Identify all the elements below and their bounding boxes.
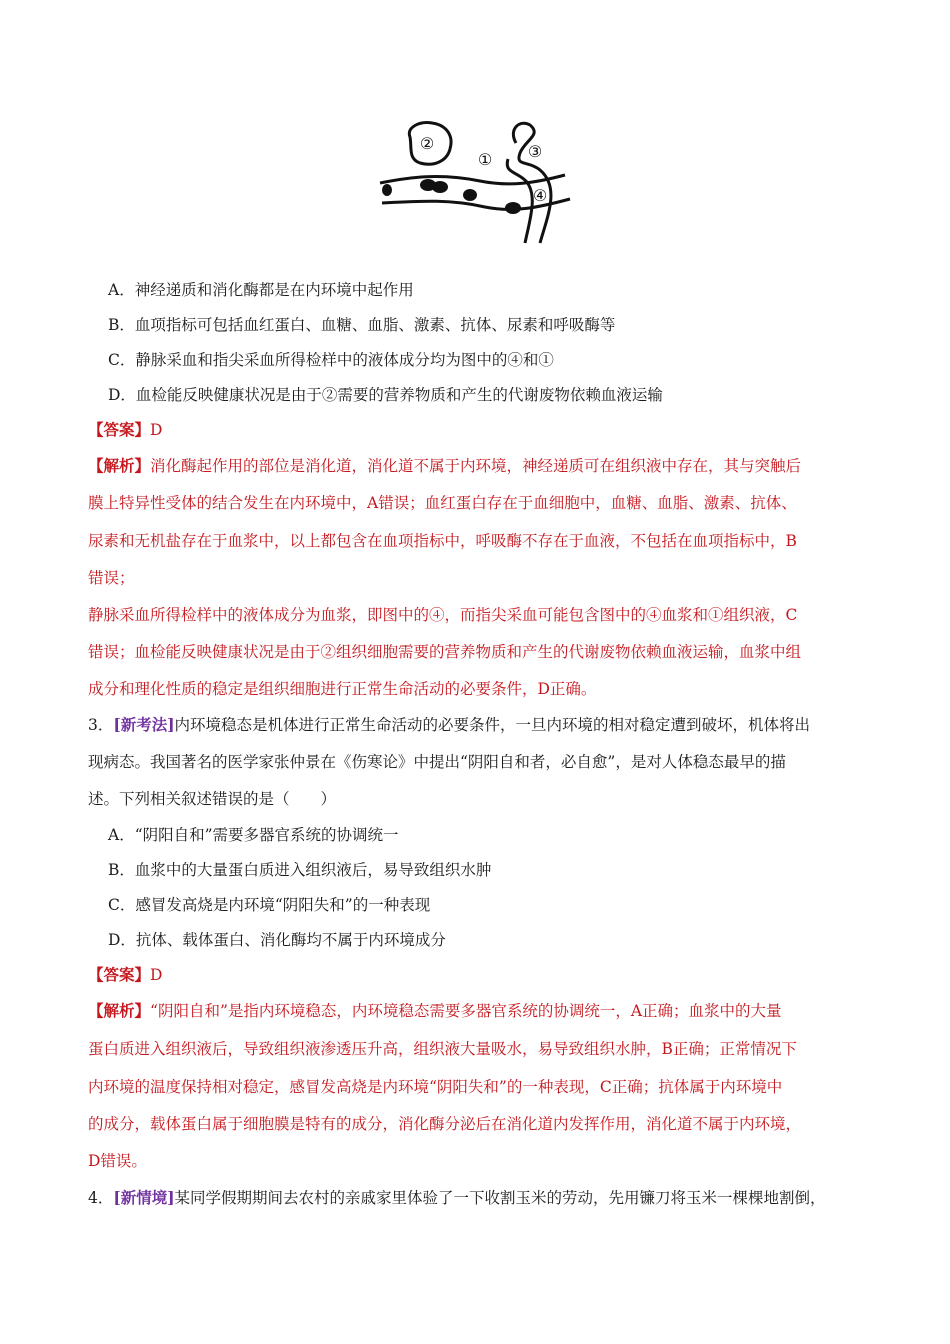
answer-value: D: [150, 966, 163, 984]
blood-cell: [382, 184, 392, 196]
q2-analysis-line: 成分和理化性质的稳定是组织细胞进行正常生命活动的必要条件，D正确。: [88, 680, 597, 698]
q2-analysis-line: 错误；: [88, 569, 135, 587]
q2-option-d: D．血检能反映健康状况是由于②需要的营养物质和产生的代谢废物依赖血液运输: [108, 386, 663, 404]
q3-analysis-line: [88, 1000, 782, 1022]
analysis-label: 【解析】: [88, 456, 151, 475]
lymph-vessel-inner: [507, 159, 532, 243]
label-1: ①: [477, 150, 493, 169]
blood-cell: [463, 189, 477, 201]
q2-analysis-line: 膜上特异性受体的结合发生在内环境中，A错误；血红蛋白存在于血细胞中，血糖、血脂、激素、抗体、: [88, 494, 797, 512]
q3-option-d: D．抗体、载体蛋白、消化酶均不属于内环境成分: [108, 931, 446, 949]
tissue-diagram: [370, 115, 590, 260]
stem-text: 某同学假期期间去农村的亲戚家里体验了一下收割玉米的劳动，先用镰刀将玉米一棵棵地割倒，: [174, 1189, 826, 1207]
label-4: ④: [532, 186, 548, 205]
q2-answer: [88, 419, 162, 441]
answer-value: D: [150, 421, 163, 439]
q3-analysis-line: D错误。: [88, 1152, 147, 1170]
blood-cell: [505, 202, 521, 214]
q2-analysis-line: 静脉采血所得检样中的液体成分为血浆，即图中的④，而指尖采血可能包含图中的④血浆和①组织液，C: [88, 606, 798, 624]
analysis-text: 消化酶起作用的部位是消化道，消化道不属于内环境，神经递质可在组织液中存在，其与突触后: [150, 457, 802, 475]
stem-text: 内环境稳态是机体进行正常生命活动的必要条件，一旦内环境的相对稳定遭到破坏，机体将出: [174, 716, 811, 734]
q2-analysis-line: 尿素和无机盐存在于血浆中，以上都包含在血项指标中，呼吸酶不存在于血液，不包括在血项指标中，B: [88, 532, 797, 550]
q2-option-a: A．神经递质和消化酶都是在内环境中起作用: [108, 281, 414, 299]
question-number: 3．: [88, 716, 114, 734]
q4-stem-line: [88, 1187, 826, 1209]
q3-stem-line: [88, 714, 810, 736]
q3-option-c: C．感冒发高烧是内环境“阴阳失和”的一种表现: [108, 896, 431, 914]
q3-answer: [88, 964, 162, 986]
q3-analysis-line: 的成分，载体蛋白属于细胞膜是特有的成分，消化酶分泌后在消化道内发挥作用，消化道不属于内环境，: [88, 1115, 802, 1133]
capillary-upper-wall: [380, 175, 565, 184]
label-2: ②: [419, 134, 435, 153]
q3-option-a: A．“阴阳自和”需要多器官系统的协调统一: [108, 826, 399, 844]
q2-analysis-line: [88, 455, 801, 477]
question-tag: [新考法]: [113, 715, 175, 734]
blood-cell: [432, 181, 448, 193]
q3-stem-line: 现病态。我国著名的医学家张仲景在《伤寒论》中提出“阴阳自和者，必自愈”，是对人体稳态最早的描: [88, 753, 786, 771]
q2-option-b: B．血项指标可包括血红蛋白、血糖、血脂、激素、抗体、尿素和呼吸酶等: [108, 316, 616, 334]
q2-analysis-line: 错误；血检能反映健康状况是由于②组织细胞需要的营养物质和产生的代谢废物依赖血液运输，血浆中组: [88, 643, 802, 661]
analysis-label: 【解析】: [88, 1001, 151, 1020]
q3-option-b: B．血浆中的大量蛋白质进入组织液后，易导致组织水肿: [108, 861, 492, 879]
answer-label: 【答案】: [88, 965, 151, 984]
question-tag: [新情境]: [113, 1188, 175, 1207]
q3-stem-line: 述。下列相关叙述错误的是（ ）: [88, 790, 337, 808]
answer-label: 【答案】: [88, 420, 151, 439]
q3-analysis-line: 蛋白质进入组织液后，导致组织液渗透压升高，组织液大量吸水，易导致组织水肿，B正确；正常情况下: [88, 1040, 797, 1058]
question-number: 4．: [88, 1189, 114, 1207]
q3-analysis-line: 内环境的温度保持相对稳定，感冒发高烧是内环境“阴阳失和”的一种表现，C正确；抗体属于内环境中: [88, 1078, 783, 1096]
q2-option-c: C．静脉采血和指尖采血所得检样中的液体成分均为图中的④和①: [108, 351, 554, 369]
analysis-text: “阴阳自和”是指内环境稳态，内环境稳态需要多器官系统的协调统一，A正确；血浆中的大量: [150, 1002, 782, 1020]
label-3: ③: [527, 142, 543, 161]
